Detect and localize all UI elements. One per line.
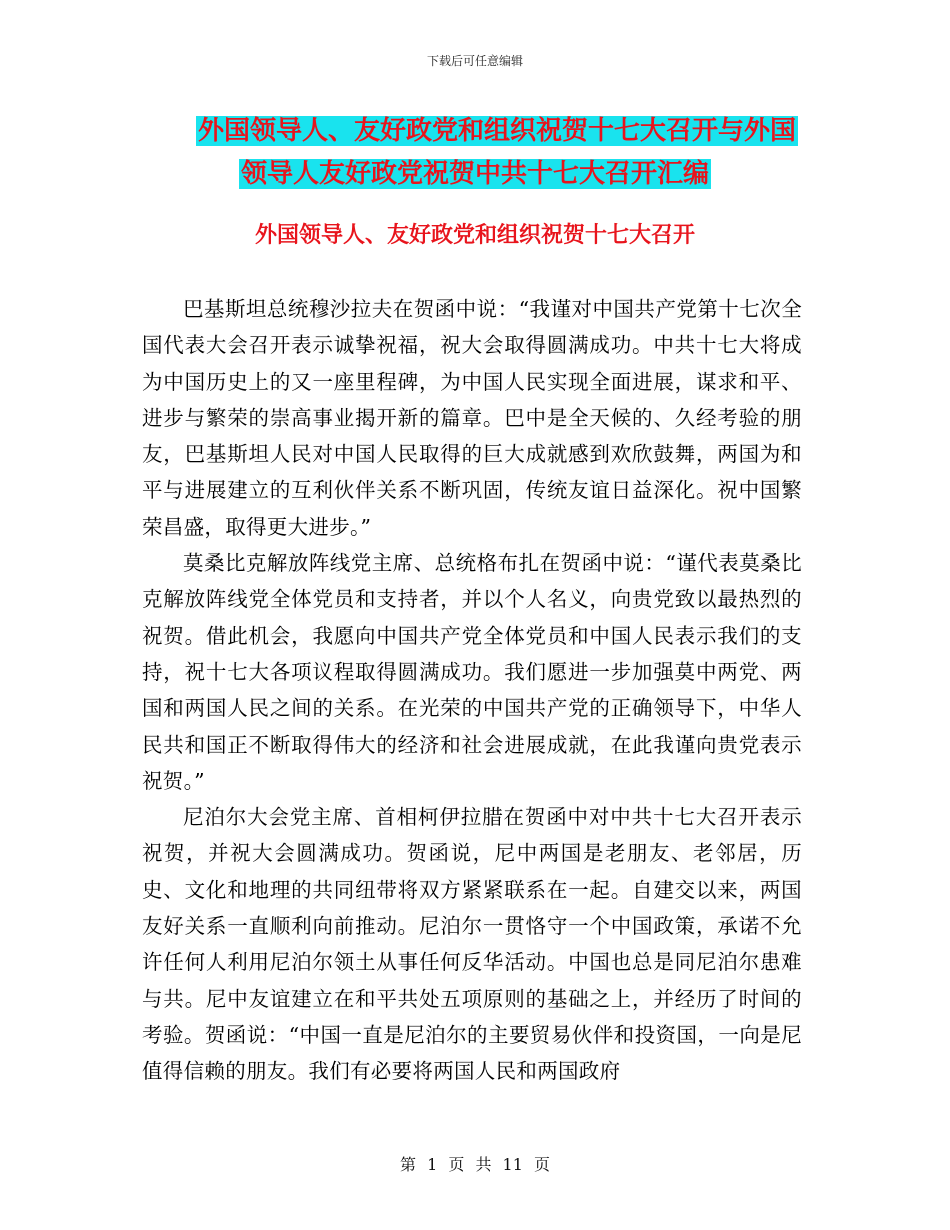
document-title-line-2: [0, 156, 950, 192]
paragraph-mozambique: 莫桑比克解放阵线党主席、总统格布扎在贺函中说：“谨代表莫桑比克解放阵线党全体党员和支持者，并以个人名义，向贵党致以最热烈的祝贺。借此机会，我愿向中国共产党全体党员和中国人民表示我们的支持，祝十七大各项议程取得圆满成功。我们愿进一步加强莫中两党、两国和两国人民之间的关系。在光荣的中国共产党的正确领导下，中华人民共和国正不断取得伟大的经济和社会进展成就，在此我谨向贵党表示祝贺。”: [142, 551, 802, 793]
document-body: [142, 291, 802, 1090]
paragraph-nepal: 尼泊尔大会党主席、首相柯伊拉腊在贺函中对中共十七大召开表示祝贺，并祝大会圆满成功。贺函说，尼中两国是老朋友、老邻居，历史、文化和地理的共同纽带将双方紧紧联系在一起。自建交以来，两国友好关系一直顺利向前推动。尼泊尔一贯恪守一个中国政策，承诺不允许任何人利用尼泊尔领土从事任何反华活动。中国也总是同尼泊尔患难与共。尼中友谊建立在和平共处五项原则的基础之上，并经历了时间的考验。贺函说：“中国一直是尼泊尔的主要贸易伙伴和投资国，一向是尼值得信赖的朋友。我们有必要将两国人民和两国政府: [142, 805, 802, 1084]
document-title-text-2: 领导人友好政党祝贺中共十七大召开汇编: [240, 159, 709, 189]
document-title-line-1: [0, 113, 950, 149]
document-title-text-1: 外国领导人、友好政党和组织祝贺十七大召开与外国: [197, 116, 796, 146]
header-note: 下载后可任意编辑: [426, 54, 523, 68]
paragraph-pakistan: 巴基斯坦总统穆沙拉夫在贺函中说：“我谨对中国共产党第十七次全国代表大会召开表示诚挚祝福，祝大会取得圆满成功。中共十七大将成为中国历史上的又一座里程碑，为中国人民实现全面进展，谋求和平、进步与繁荣的崇高事业揭开新的篇章。巴中是全天候的、久经考验的朋友，巴基斯坦人民对中国人民取得的巨大成就感到欢欣鼓舞，两国为和平与进展建立的互利伙伴关系不断巩固，传统友谊日益深化。祝中国繁荣昌盛，取得更大进步。”: [142, 297, 802, 539]
page-number: 第 1 页 共 11 页: [400, 1155, 550, 1174]
section-heading: 外国领导人、友好政党和组织祝贺十七大召开: [254, 223, 695, 248]
